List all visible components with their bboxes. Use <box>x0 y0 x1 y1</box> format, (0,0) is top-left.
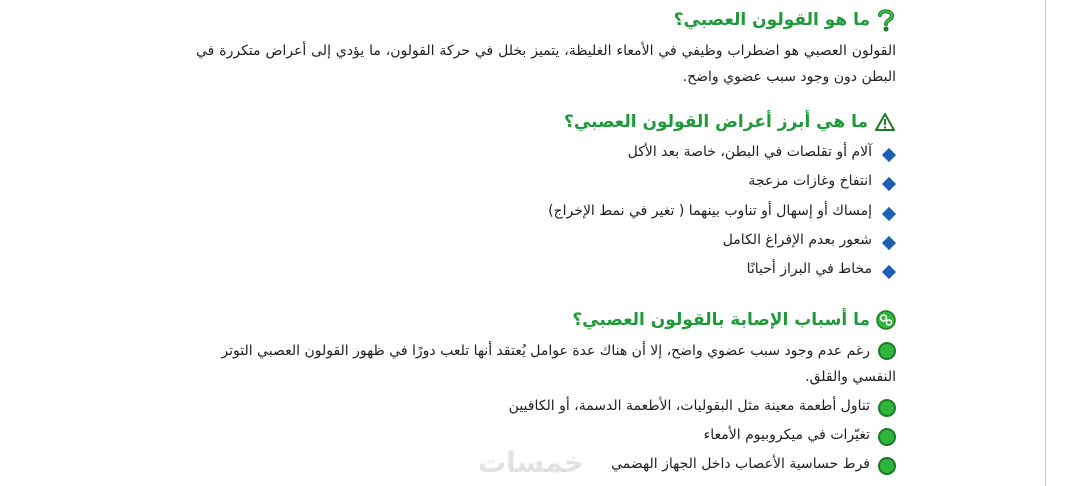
symptom-item <box>748 173 896 189</box>
diamond-bullet-icon <box>882 265 896 279</box>
symptom-item <box>628 144 896 160</box>
green-circle-bullet-icon <box>878 342 896 360</box>
cause-text: فرط حساسية الأعصاب داخل الجهاز الهضمي <box>611 456 870 472</box>
causes-heading <box>572 310 896 330</box>
cause-item <box>704 427 896 446</box>
symptoms-heading-text: ما هي أبرز أعراض القولون العصبي؟ <box>564 112 868 132</box>
diamond-bullet-icon <box>882 207 896 221</box>
cause-item <box>611 456 896 475</box>
watermark-logo: خمسات <box>478 446 585 479</box>
gears-circle-icon <box>876 310 896 330</box>
symptoms-heading <box>564 112 896 132</box>
symptom-item <box>723 232 896 248</box>
symptom-text: شعور بعدم الإفراغ الكامل <box>722 232 872 248</box>
cause-item <box>509 398 896 417</box>
symptom-text: انتفاخ وغازات مزعجة <box>748 173 872 189</box>
warning-triangle-icon <box>874 112 896 132</box>
symptom-text: آلام أو تقلصات في البطن، خاصة بعد الأكل <box>627 144 872 160</box>
what-is-heading <box>674 8 896 32</box>
symptom-text: إمساك أو إسهال أو تناوب بينهما ( تغير في نمط الإخراج) <box>548 203 872 219</box>
question-mark-icon <box>876 8 896 32</box>
symptom-item <box>548 203 896 219</box>
diamond-bullet-icon <box>882 236 896 250</box>
green-circle-bullet-icon <box>878 428 896 446</box>
green-circle-bullet-icon <box>878 399 896 417</box>
what-is-paragraph: القولون العصبي هو اضطراب وظيفي في الأمعاء الغليظة، يتميز بخلل في حركة القولون، ما يؤدي إلى أعراض متكررة في البطن دون وجود سبب عضوي واضح. <box>196 43 896 85</box>
page-edge <box>1045 0 1080 486</box>
symptom-item <box>747 261 896 277</box>
diamond-bullet-icon <box>882 148 896 162</box>
what-is-heading-text: ما هو القولون العصبي؟ <box>673 10 870 30</box>
cause-text: تناول أطعمة معينة مثل البقوليات، الأطعمة الدسمة، أو الكافيين <box>508 398 870 414</box>
green-circle-bullet-icon <box>878 457 896 475</box>
cause-intro-text: رغم عدم وجود سبب عضوي واضح، إلا أن هناك عدة عوامل يُعتقد أنها تلعب دورًا في ظهور القولون العصبي التوتر النفسي والقلق. <box>221 343 896 385</box>
symptom-text: مخاط في البراز أحيانًا <box>746 261 872 277</box>
cause-text: تغيّرات في ميكروبيوم الأمعاء <box>703 427 870 443</box>
causes-heading-text: ما أسباب الإصابة بالقولون العصبي؟ <box>572 310 870 330</box>
diamond-bullet-icon <box>882 177 896 191</box>
cause-intro-item <box>196 338 896 390</box>
